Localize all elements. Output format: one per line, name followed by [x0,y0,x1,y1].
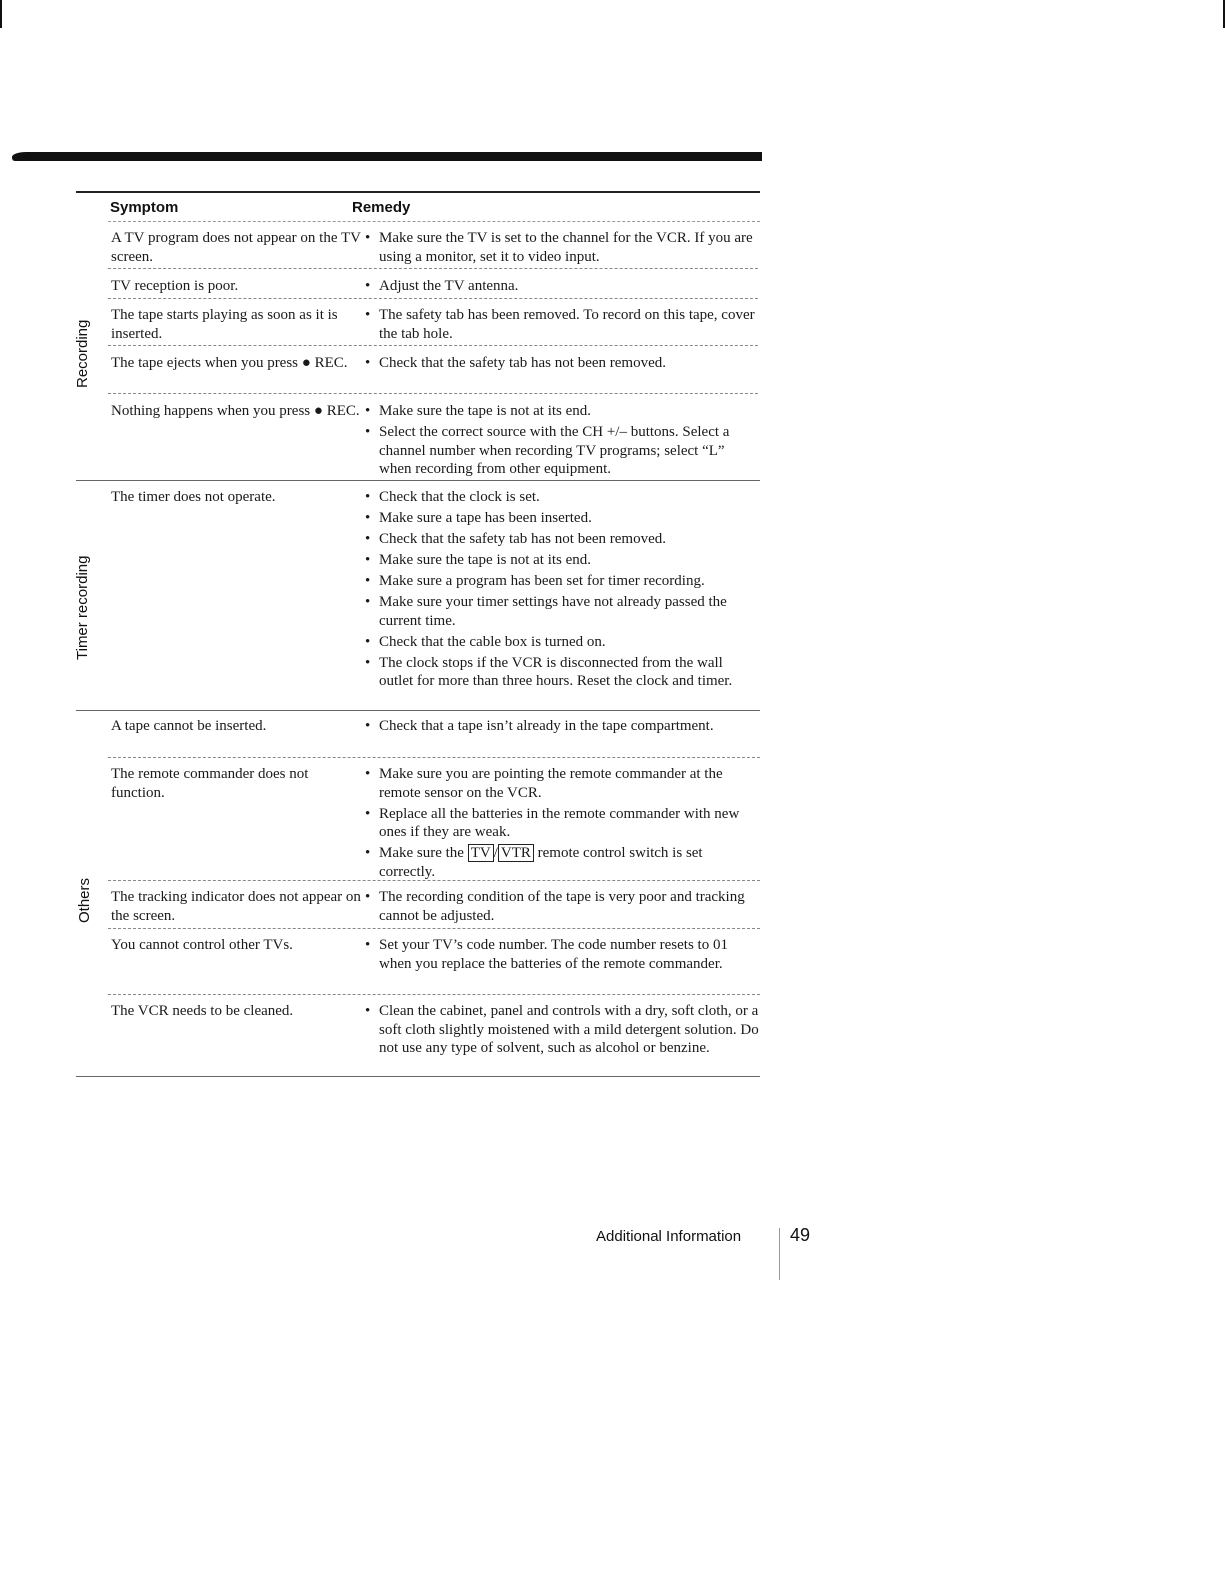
bullet-icon: • [365,307,371,323]
table-row [108,354,762,375]
bullet-icon: • [365,718,371,734]
header-divider [108,221,760,222]
symptom-text: The tracking indicator does not appear on the screen. [111,889,361,924]
header-rule [76,191,760,193]
bullet-icon: • [365,424,371,440]
bullet-icon: • [365,805,371,822]
row-divider [108,268,758,269]
remedy-item: • Make sure the tape is not at its end. [365,552,592,568]
remedy-item: • Check that the clock is set. [365,489,540,505]
section-label-timer-recording: Timer recording [74,555,91,660]
bullet-icon: • [365,403,371,419]
bullet-icon: • [365,633,371,650]
bullet-icon: • [365,654,371,671]
bullet-icon: • [365,766,371,782]
row-divider [108,757,760,758]
bullet-icon: • [365,355,371,371]
row-divider [108,298,758,299]
remedy-item: • The clock stops if the VCR is disconnected from the wall outlet for more than three hours. Reset the clock and timer. [365,654,733,689]
bullet-icon: • [365,594,371,610]
table-row [108,888,762,928]
symptom-text: A TV program does not appear on the TV screen. [111,230,361,265]
remedy-item: • Check that the safety tab has not been removed. [365,531,666,547]
table-row [108,402,762,481]
row-divider [108,928,760,929]
bullet-icon: • [365,889,371,905]
remedy-item: • Set your TV’s code number. The code number resets to 01 when you replace the batteries of the remote commander. [365,937,728,972]
row-divider [108,345,758,346]
table-row [108,229,762,269]
row-divider [108,994,760,995]
table-row [108,936,762,976]
row-divider [108,880,760,881]
remedy-item: • Check that the cable box is turned on. [365,633,606,650]
remedy-item: • The recording condition of the tape is very poor and tracking cannot be adjusted. [365,889,745,924]
symptom-text: A tape cannot be inserted. [111,718,267,734]
symptom-text: TV reception is poor. [111,278,239,294]
remedy-item: • Check that a tape isn’t already in the tape compartment. [365,718,714,734]
footer-section-title: Additional Information [596,1228,742,1245]
section-label-recording: Recording [74,319,91,388]
bullet-icon: • [365,573,371,589]
table-row [108,717,762,738]
remedy-item: • Replace all the batteries in the remote commander with new ones if they are weak. [365,805,740,840]
remedy-item: • Make sure a tape has been inserted. [365,510,592,526]
remedy-item: • The safety tab has been removed. To record on this tape, cover the tab hole. [365,307,755,342]
bullet-icon: • [365,531,371,547]
symptom-text: The tape ejects when you press ● REC. [111,355,348,371]
remedy-item: • Make sure a program has been set for timer recording. [365,573,705,589]
footer-divider [779,1228,780,1280]
bullet-icon: • [365,510,371,526]
tv-key-label: TV [468,844,494,862]
top-rule [12,152,762,161]
table-row [108,1002,762,1060]
symptom-text: The VCR needs to be cleaned. [111,1003,294,1019]
bullet-icon: • [365,278,371,294]
section-divider [76,710,760,711]
symptom-text: The remote commander does not function. [111,766,309,801]
remedy-column-header: Remedy [352,199,411,216]
remedy-item: • Make sure the tape is not at its end. [365,403,592,419]
symptom-text: Nothing happens when you press ● REC. [111,403,360,419]
table-row [108,277,762,298]
bullet-icon: • [365,230,371,246]
table-bottom-rule [76,1076,760,1077]
symptom-column-header: Symptom [110,199,179,216]
bullet-icon: • [365,1003,371,1019]
table-row [108,306,762,346]
left-margin-mark [0,0,2,28]
remedy-item: • Make sure your timer settings have not already passed the current time. [365,594,727,629]
remedy-item: • Adjust the TV antenna. [365,278,519,294]
vtr-key-label: VTR [498,844,534,862]
remedy-item: • Make sure the TV / VTR remote control switch is set correctly. [365,845,703,880]
symptom-text: You cannot control other TVs. [111,937,293,953]
remedy-item: • Clean the cabinet, panel and controls with a dry, soft cloth, or a soft cloth slightly moistened with a mild detergent solution. Do not use any type of solvent, such as alcohol or benzine. [365,1003,759,1056]
remedy-item: • Select the correct source with the CH +/– buttons. Select a channel number when recording TV programs; select “L” when recording from other equipment. [365,424,730,477]
bullet-icon: • [365,937,371,953]
symptom-text: The tape starts playing as soon as it is inserted. [111,307,338,342]
row-divider [108,393,758,394]
bullet-icon: • [365,489,371,505]
table-row [108,765,762,884]
remedy-item: • Make sure you are pointing the remote commander at the remote sensor on the VCR. [365,766,723,801]
page-number: 49 [790,1225,811,1245]
remedy-item: • Make sure the TV is set to the channel for the VCR. If you are using a monitor, set it to video input. [365,230,753,265]
table-row [108,488,762,693]
bullet-icon: • [365,552,371,568]
symptom-text: The timer does not operate. [111,489,276,505]
remedy-item: • Check that the safety tab has not been removed. [365,355,666,371]
section-divider [76,480,760,481]
bullet-icon: • [365,845,371,861]
section-label-others: Others [76,877,93,923]
